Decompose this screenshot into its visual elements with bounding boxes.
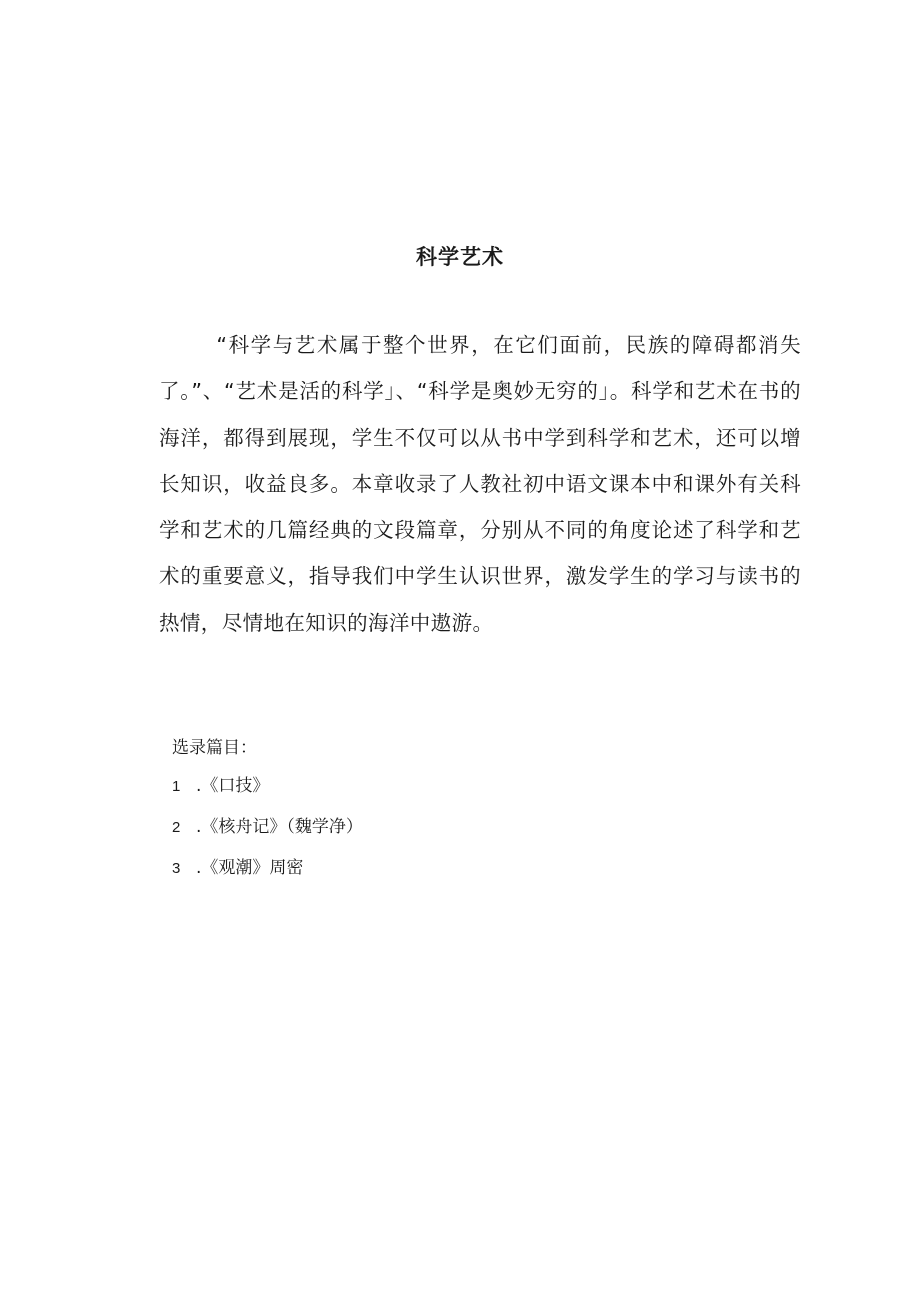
toc-item-number: 1 xyxy=(172,778,181,795)
intro-paragraph: “科学与艺术属于整个世界，在它们面前，民族的障碍都消失了。”、“艺术是活的科学」、“科学是奥妙无穷的」。科学和艺术在书的海洋，都得到展现，学生不仅可以从书中学到科学和艺术，还可以增长知识，收益良多。本章收录了人教社初中语文课本中和课外有关科学和艺术的几篇经典的文段篇章，分别从不同的角度论述了科学和艺术的重要意义，指导我们中学生认识世界，激发学生的学习与读书的热情，尽情地在知识的海洋中遨游。 xyxy=(159,333,801,635)
toc-item-title: .《观潮》周密 xyxy=(196,858,304,878)
toc-item-title: .《口技》 xyxy=(196,776,270,796)
toc-item-number: 2 xyxy=(172,819,181,836)
toc-item xyxy=(172,772,363,813)
page-title: 科学艺术 xyxy=(416,245,504,269)
toc-item-title: .《核舟记》（魏学净） xyxy=(196,817,363,837)
toc-item xyxy=(172,854,363,895)
toc-list xyxy=(172,772,363,895)
toc-heading: 选录篇目： xyxy=(172,738,257,758)
toc-item xyxy=(172,813,363,854)
toc-item-number: 3 xyxy=(172,860,181,877)
